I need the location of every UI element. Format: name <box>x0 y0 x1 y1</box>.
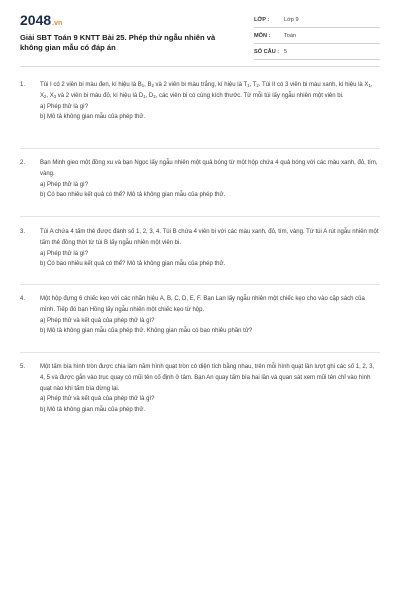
question-1 <box>20 80 380 123</box>
question-4 <box>20 294 380 337</box>
question-stem: Một hộp đựng 6 chiếc kẹo với các nhãn hiệu A, B, C, D, E, F. Bạn Lan lấy ngẫu nhiên một chiếc kẹo cho vào cặp sách của mình. Tiếp đó bạn Hồng lấy ngẫu nhiên một chiếc kẹo từ hộp. <box>40 296 365 313</box>
logo-suffix: .vn <box>52 20 63 27</box>
question-part-a: a) Phép thử là gì? <box>40 181 89 188</box>
question-5 <box>20 362 380 416</box>
stem-text: , X <box>46 92 54 99</box>
question-body <box>40 227 380 270</box>
document-title: Giải SBT Toán 9 KNTT Bài 25. Phép thử ngẫu nhiên và không gian mẫu có đáp án <box>20 33 216 53</box>
question-number: 5. <box>20 364 26 370</box>
question-number: 1. <box>20 82 26 88</box>
question-2 <box>20 158 380 201</box>
question-3 <box>20 227 380 270</box>
meta-value: Lớp 9 <box>284 16 299 23</box>
meta-value: Toán <box>284 32 297 39</box>
question-stem <box>40 80 380 102</box>
question-part-b: b) Mô tả không gian mẫu của phép thử. Không gian mẫu có bao nhiêu phần tử? <box>40 328 253 335</box>
stem-text: , các viên bi có cùng kích thước. Từ mỗi túi lấy ngẫu nhiên một viên bi. <box>155 92 344 99</box>
meta-label: MÔN : <box>254 32 271 39</box>
question-part-a: a) Phép thử và kết quả của phép thử là gì? <box>40 317 155 324</box>
stem-text: , T <box>249 82 257 88</box>
logo-text: 2048 <box>20 12 52 28</box>
header-divider <box>20 66 380 67</box>
question-part-b: b) Có bao nhiêu kết quả có thể? Mô tả không gian mẫu của phép thử. <box>40 192 226 199</box>
document-meta <box>254 12 380 60</box>
subscript: 1 <box>368 83 371 89</box>
subscript: 1 <box>141 83 145 89</box>
meta-label: SỐ CÂU : <box>254 48 280 55</box>
subscript: 2 <box>151 83 154 89</box>
subscript: 1 <box>143 94 146 100</box>
stem-text: Túi I có 2 viên bi màu đen, kí hiệu là B <box>40 82 142 88</box>
subscript: 2 <box>256 83 259 89</box>
subscript: 2 <box>44 94 47 100</box>
question-separator <box>20 284 380 285</box>
stem-text: và 2 viên bi màu đỏ, kí hiệu là D <box>56 92 144 99</box>
question-stem: Một tấm bìa hình tròn được chia làm năm hình quạt tròn có diện tích bằng nhau, trên mỗi hình quạt lần lượt ghi các số 1, 2, 3, 4, 5 và được gắn vào trục quay có mũi tên cố định ở tâm. Bạn An quay tấm bìa hai lần và quan sát xem mũi tên chỉ vào hình quạt nào khi tấm bìa dừng lại. <box>40 364 375 392</box>
site-logo[interactable] <box>20 12 62 28</box>
question-stem: Túi A chứa 4 tấm thẻ được đánh số 1, 2, 3, 4. Túi B chứa 4 viên bi với các màu xanh, đỏ, tím, vàng. Từ túi A rút ngẫu nhiên một tấm thẻ đồng thời từ túi B lấy ngẫu nhiên một viên bi. <box>40 229 379 246</box>
subscript: 1 <box>247 83 250 89</box>
subscript: 3 <box>53 94 57 100</box>
question-part-a: a) Phép thử là gì? <box>40 250 89 257</box>
question-number: 2. <box>20 160 26 166</box>
meta-row-class <box>254 12 380 28</box>
question-number: 3. <box>20 229 26 235</box>
question-part-b: b) Có bao nhiêu kết quả có thể? Mô tả không gian mẫu của phép thử. <box>40 261 226 268</box>
meta-row-question-count <box>254 44 380 60</box>
question-part-a: a) Phép thử và kết quả của phép thử là gì? <box>40 396 155 403</box>
subscript: 2 <box>153 94 156 100</box>
stem-text: , B <box>144 82 152 88</box>
question-number: 4. <box>20 296 26 302</box>
question-part-b: b) Mô tả không gian mẫu của phép thử. <box>40 407 146 414</box>
question-part-b: b) Mô tả không gian mẫu của phép thử. <box>40 114 146 121</box>
stem-text: và 2 viên bi màu trắng, kí hiệu là T <box>153 82 248 88</box>
stem-text: , D <box>145 92 154 99</box>
stem-text: . Túi II có 3 viên bi màu xanh, kí hiệu là X <box>258 82 369 88</box>
meta-label: LỚP : <box>254 16 270 23</box>
question-body <box>40 158 380 201</box>
question-separator <box>20 148 380 149</box>
meta-value: 5 <box>284 48 288 55</box>
question-separator <box>20 352 380 353</box>
question-separator <box>20 216 380 217</box>
question-body <box>40 294 380 337</box>
question-body <box>40 80 380 123</box>
question-part-a: a) Phép thử là gì? <box>40 103 89 110</box>
page-header <box>20 12 380 62</box>
stem-text: , X <box>40 82 373 99</box>
meta-row-subject <box>254 28 380 44</box>
question-body <box>40 362 380 416</box>
question-stem: Bạn Minh gieo một đồng xu và bạn Ngọc lấy ngẫu nhiên một quả bóng từ một hộp chứa 4 quả bóng với các màu xanh, đỏ, tím, vàng. <box>40 160 378 177</box>
